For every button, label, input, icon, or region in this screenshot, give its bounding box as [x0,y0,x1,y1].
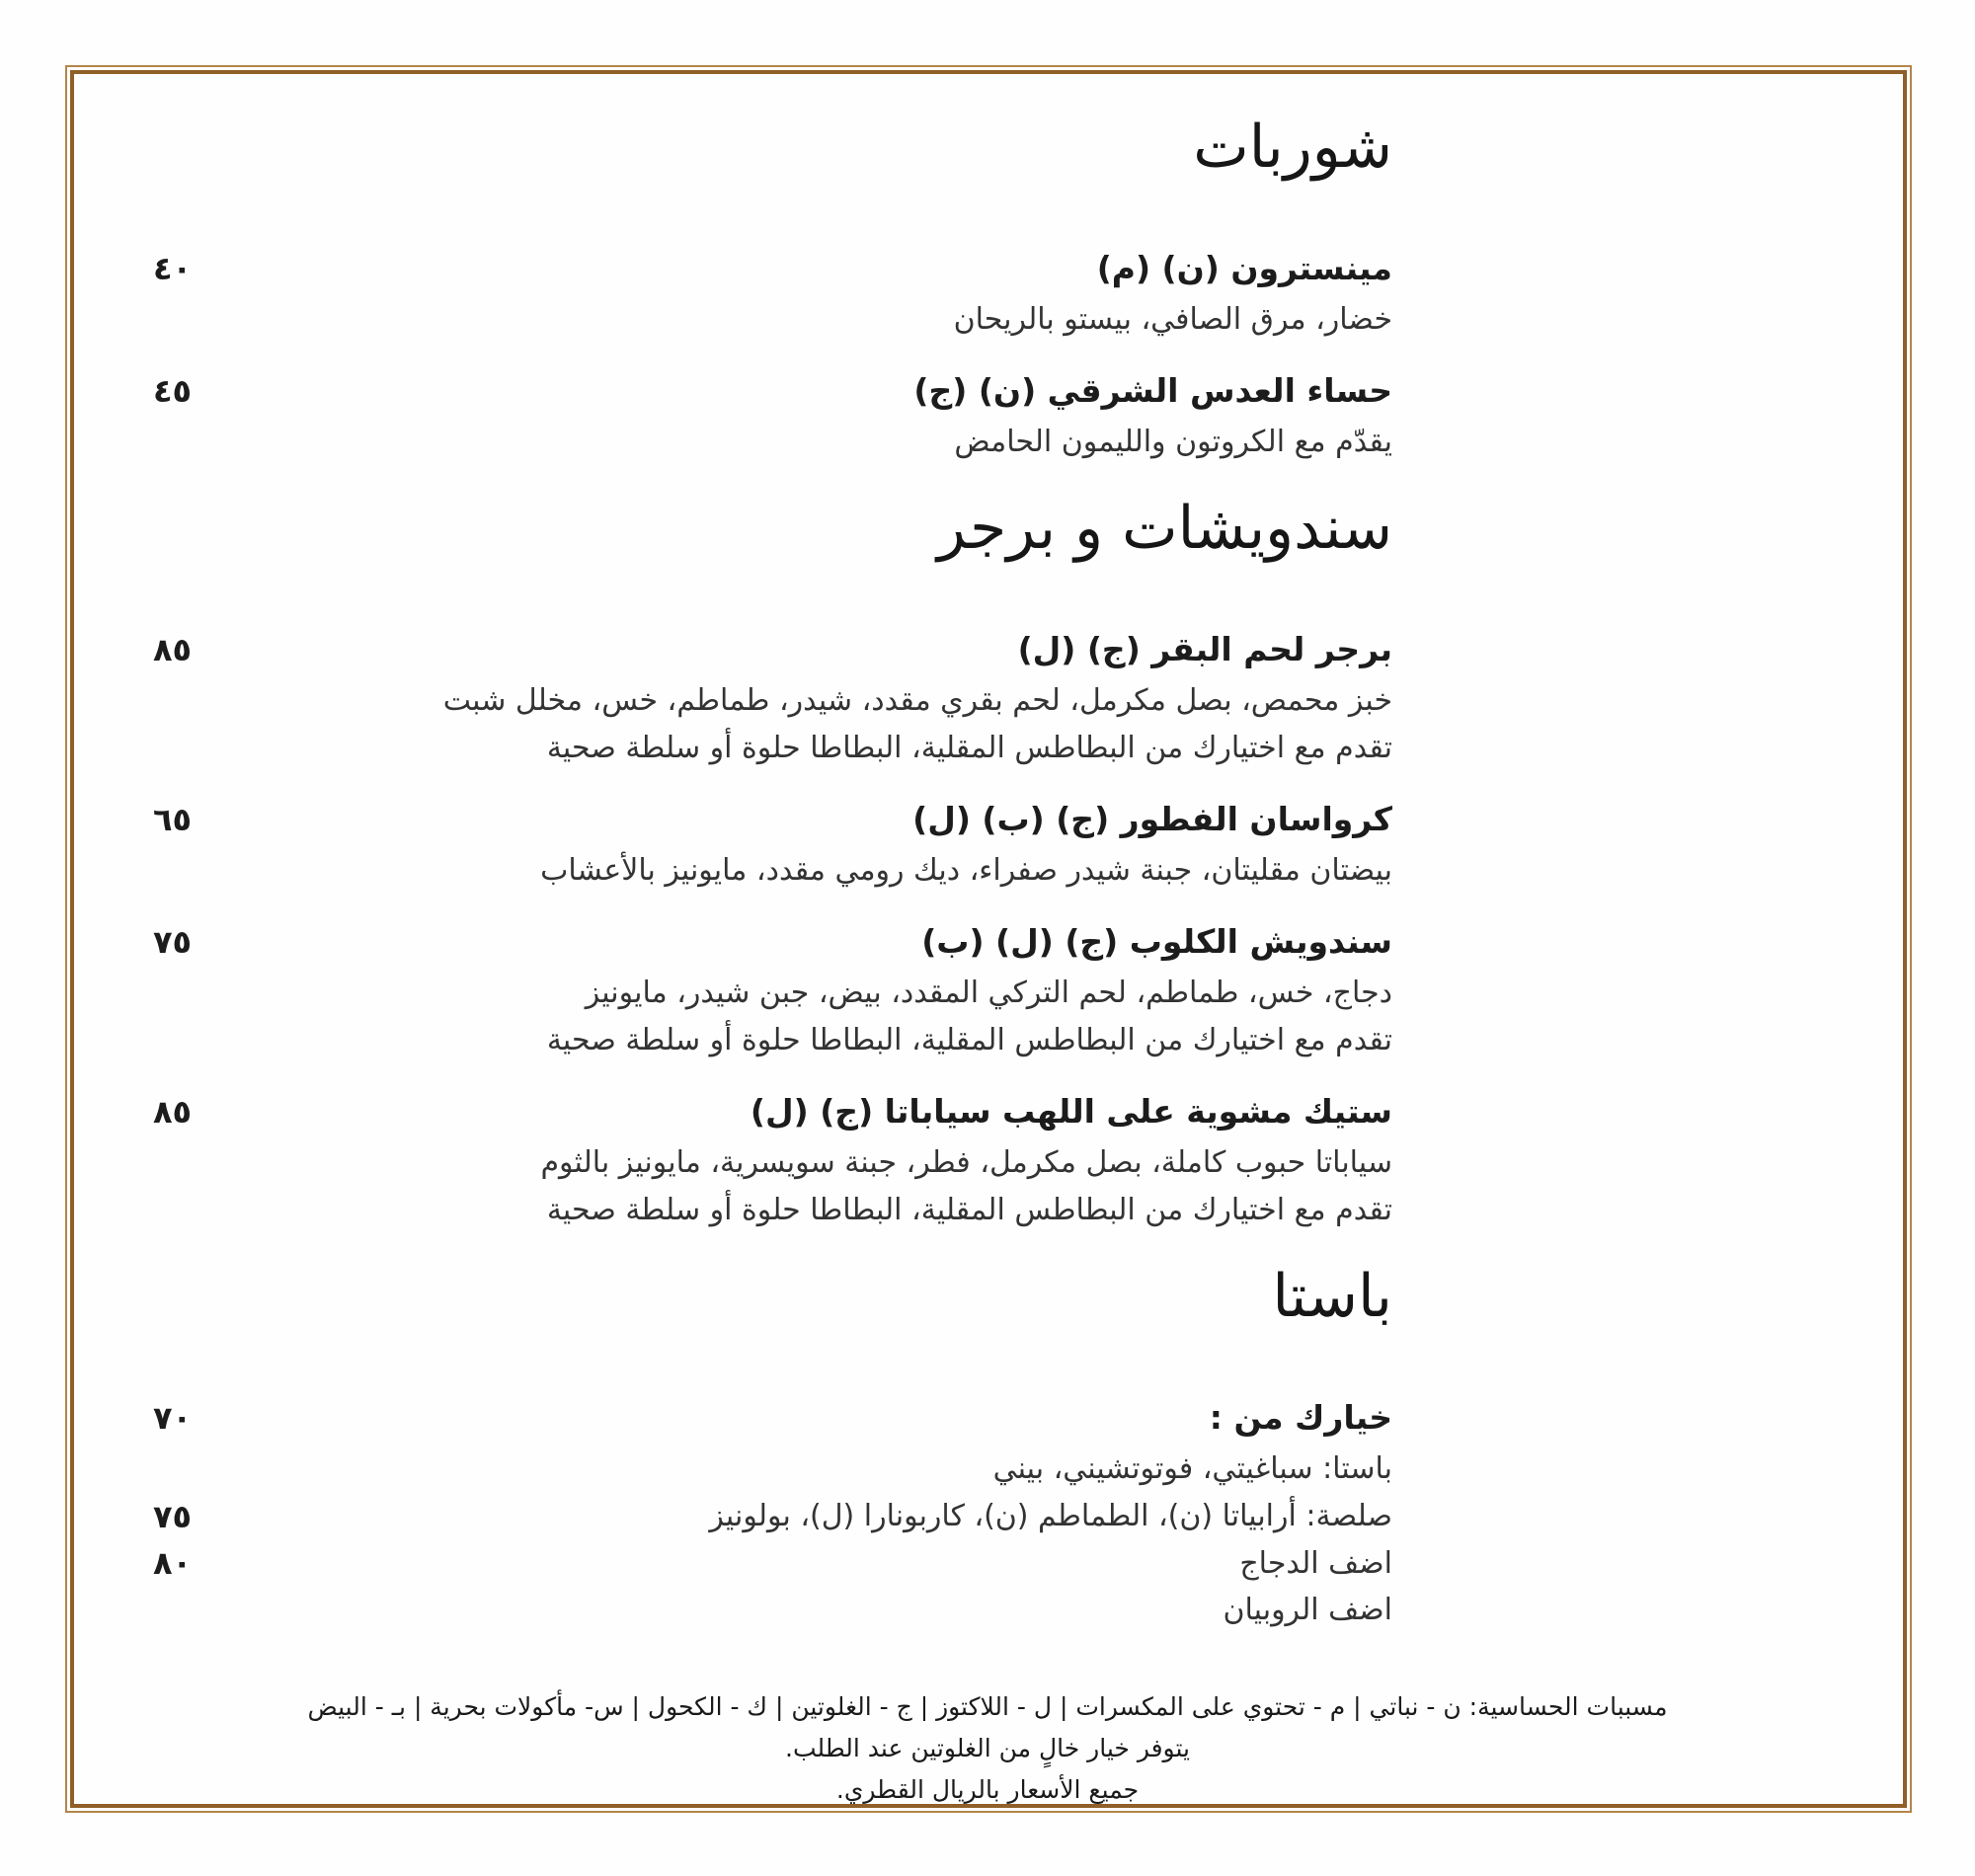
item-description-line: صلصة: أرابياتا (ن)، الطماطم (ن)، كاربونارا (ل)، بولونيز [709,1499,1392,1533]
item-price: ٤٥ [153,372,193,410]
item-description [153,419,1392,466]
item-description [153,847,1392,895]
section-title: باستا [1272,1262,1392,1331]
menu-section [153,492,1392,1234]
item-name: مينسترون (ن) (م) [1096,249,1392,287]
section-items [153,628,1392,1234]
item-description [153,1446,1392,1633]
menu-item [153,369,1392,466]
section-title: شوربات [1193,113,1392,182]
menu-item-head [153,798,1392,841]
menu-item-head [153,920,1392,964]
menu-item [153,247,1392,344]
item-name: خيارك من : [1209,1398,1392,1437]
addon-label: اضف الدجاج [1239,1546,1392,1581]
section-items [153,1396,1392,1633]
item-description-line: دجاج، خس، طماطم، لحم التركي المقدد، بيض، جبن شيدر، مايونيز [585,976,1392,1010]
item-description-line: بيضتان مقليتان، جبنة شيدر صفراء، ديك رومي مقدد، مايونيز بالأعشاب [540,853,1392,888]
section-title: سندويشات و برجر [937,494,1392,563]
currency-note: جميع الأسعار بالريال القطري. [835,1775,1140,1804]
section-items [153,247,1392,466]
menu-content [153,111,1392,1659]
item-price: ٨٥ [153,631,193,668]
menu-item-head [153,247,1392,290]
item-price: ٨٥ [153,1093,193,1131]
gluten-free-note: يتوفر خيار خالٍ من الغلوتين عند الطلب. [785,1734,1190,1762]
item-description-line: خضار، مرق الصافي، بيستو بالريحان [953,302,1392,337]
addon-label: اضف الروبيان [1223,1593,1392,1627]
menu-section [153,1260,1392,1633]
item-name: كرواسان الفطور (ج) (ب) (ل) [912,800,1392,838]
menu-item [153,1090,1392,1234]
item-description-line: تقدم مع اختيارك من البطاطس المقلية، البطاطا حلوة أو سلطة صحية [546,1023,1392,1057]
item-description-line: باستا: سباغيتي، فوتوتشيني، بيني [992,1451,1392,1486]
item-price: ٦٥ [153,801,193,838]
menu-item-head [153,1090,1392,1133]
addon-price: ٧٥ [153,1498,193,1535]
item-name: برجر لحم البقر (ج) (ل) [1017,630,1392,668]
item-name: ستيك مشوية على اللهب سياباتا (ج) (ل) [750,1092,1392,1131]
item-price: ٧٥ [153,923,193,961]
menu-item-head [153,1396,1392,1440]
item-description-line: خبز محمص، بصل مكرمل، لحم بقري مقدد، شيدر، طماطم، خس، مخلل شبت [442,683,1392,718]
item-name: سندويش الكلوب (ج) (ل) (ب) [921,922,1392,961]
menu-item [153,798,1392,895]
item-description-line: تقدم مع اختيارك من البطاطس المقلية، البطاطا حلوة أو سلطة صحية [546,731,1392,765]
item-description-line: يقدّم مع الكروتون والليمون الحامض [954,425,1392,459]
menu-item-head [153,369,1392,413]
menu-item [153,920,1392,1064]
item-description [153,677,1392,772]
allergen-legend: مسببات الحساسية: ن - نباتي | م - تحتوي على المكسرات | ل - اللاكتوز | ج - الغلوتين | ك - الكحول | س- مأكولات بحرية | بـ - البيض [307,1692,1668,1721]
menu-item [153,628,1392,772]
menu-section [153,111,1392,466]
item-description-line: سياباتا حبوب كاملة، بصل مكرمل، فطر، جبنة سويسرية، مايونيز بالثوم [540,1145,1392,1180]
item-description [153,1139,1392,1234]
menu-item-head [153,628,1392,671]
menu-footer [89,1686,1886,1811]
item-description [153,970,1392,1064]
item-price: ٧٠ [153,1399,193,1437]
item-description-line: تقدم مع اختيارك من البطاطس المقلية، البطاطا حلوة أو سلطة صحية [546,1193,1392,1227]
item-name: حساء العدس الشرقي (ن) (ج) [913,371,1392,410]
addon-price: ٨٠ [153,1544,193,1582]
item-price: ٤٠ [153,250,193,287]
menu-item [153,1396,1392,1633]
item-description [153,296,1392,344]
